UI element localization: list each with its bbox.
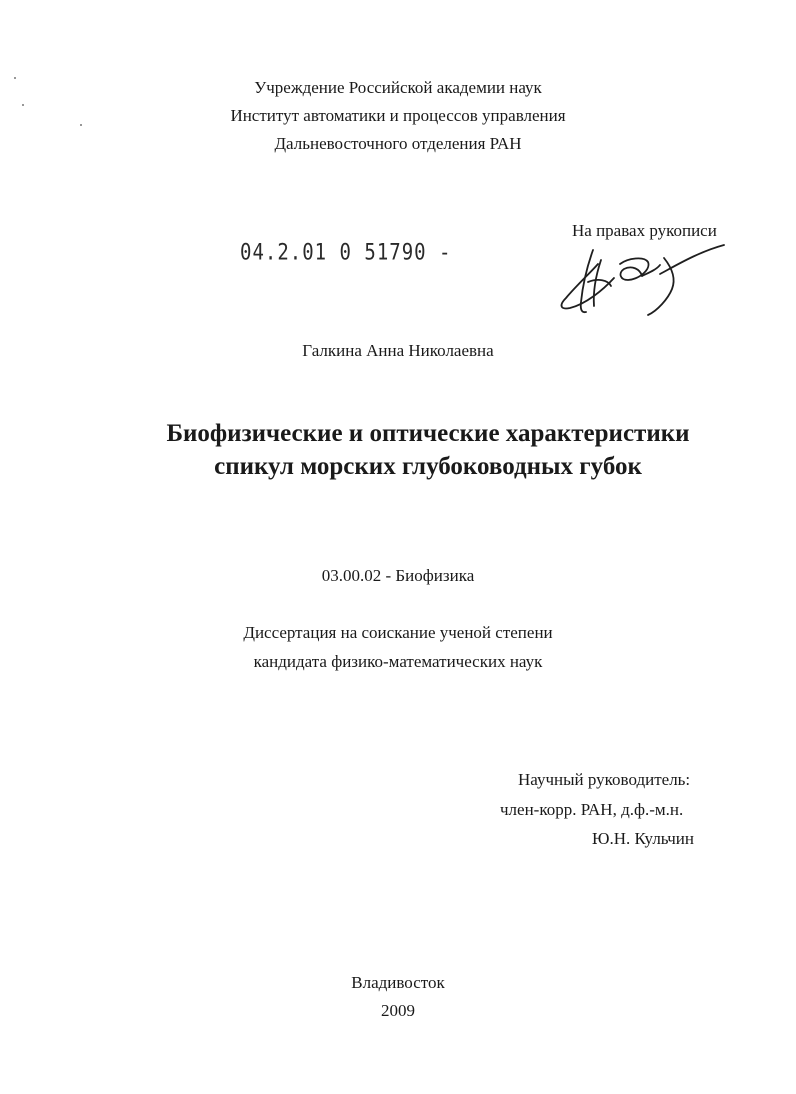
signature-image (548, 242, 738, 320)
specialty-code: 03.00.02 - Биофизика (321, 566, 475, 585)
supervisor-credentials: член-корр. РАН, д.ф.-м.н. (500, 800, 684, 819)
year: 2009 (381, 1001, 415, 1020)
supervisor-name: Ю.Н. Кульчин (592, 829, 694, 848)
degree-line-2: кандидата физико-математических наук (253, 652, 543, 671)
rights-note: На правах рукописи (572, 221, 717, 240)
institution-line-2: Институт автоматики и процессов управления (230, 106, 566, 125)
degree-line-1: Диссертация на соискание ученой степени (243, 623, 553, 642)
dissertation-title-line-1: Биофизические и оптические характеристики (166, 420, 690, 447)
dissertation-title-line-2: спикул морских глубоководных губок (214, 453, 642, 480)
institution-line-1: Учреждение Российской академии наук (254, 78, 542, 97)
city: Владивосток (351, 973, 445, 992)
supervisor-label: Научный руководитель: (518, 770, 691, 789)
institution-line-3: Дальневосточного отделения РАН (274, 134, 522, 153)
author-name: Галкина Анна Николаевна (302, 341, 494, 360)
registry-stamp: 04.2.01 0 51790 - (240, 240, 452, 266)
